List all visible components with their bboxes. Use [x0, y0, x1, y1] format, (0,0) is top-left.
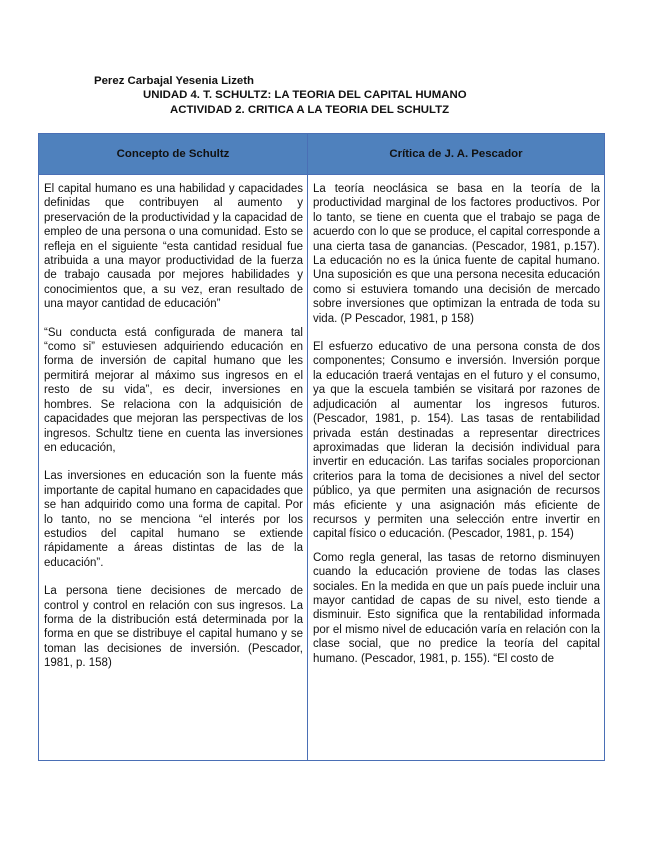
critique-paragraph: Como regla general, las tasas de retorno disminuyen cuando la educación proviene de todas las clases sociales. En la medida en que un país puede incluir una mayor cantidad de capas de su nivel, esto tiende a disminuir. Esto significa que la rentabilidad informada por el mismo nivel de educación varía en relación con la clase social, que no predice la teoría del capital humano. (Pescador, 1981, p. 155). “El costo de — [313, 551, 600, 665]
column-header-schultz: Concepto de Schultz — [39, 134, 308, 175]
table-row — [39, 175, 605, 761]
column-header-pescador: Crítica de J. A. Pescador — [308, 134, 605, 175]
schultz-paragraph: Las inversiones en educación son la fuente más importante de capital humano en capacidades que se han adquirido como una forma de capital. Por lo tanto, no se menciona “el interés por los estudios del capital humano se extiende rápidamente a áreas distintas de las de la educación”. — [44, 470, 303, 569]
schultz-paragraph: “Su conducta está configurada de manera tal “como si” estuviesen adquiriendo educación en forma de inversión de capital humano que les permitirá mejorar al máximo sus ingresos en el resto de su vida”, es decir, inversiones en hombres. Se relaciona con la adquisición de capacidades que mejoran las perspectivas de los ingresos. Schultz tiene en cuenta las inversiones en educación, — [44, 326, 303, 454]
schultz-concept-cell — [39, 175, 308, 761]
pescador-critique-cell — [308, 175, 605, 761]
schultz-paragraph: La persona tiene decisiones de mercado de control y control en relación con sus ingresos. La forma de la distribución está determinada por la forma en que se distribuye el capital humano y se toman las decisiones de inversión. (Pescador, 1981, p. 158) — [44, 585, 303, 670]
comparison-table — [38, 133, 605, 761]
author-name: Perez Carbajal Yesenia Lizeth — [94, 75, 254, 87]
critique-paragraph: La teoría neoclásica se basa en la teoría de la productividad marginal de los factores productivos. Por lo tanto, se tiene en cuenta que el trabajo se paga de acuerdo con lo que se produce, el capital corresponde a una cierta tasa de ganancias. (Pescador, 1981, p.157). La educación no es la única fuente de capital humano. Una suposición es que una persona necesita educación como si estuviera tomando una decisión de mercado sobre inversiones que optimizan la entrada de toda su vida. (P Pescador, 1981, p 158) — [313, 183, 600, 325]
critique-paragraph: El esfuerzo educativo de una persona consta de dos componentes; Consumo e inversión. Inversión porque la educación traerá ventajas en el futuro y el consumo, ya que la escuela también se visitará por razones de adjudicación al aumentar los ingresos futuros. (Pescador, 1981, p. 154). Las tasas de rentabilidad privada están destinadas a representar directrices aproximadas que lideran la decisión individual para invertir en educación. Las tarifas sociales proporcionan criterios para la toma de decisiones a nivel del sector público, ya que permiten una asignación de recursos más eficiente y una asignación más eficiente de recursos y permiten una selección entre invertir en capital físico o educación. (Pescador, 1981, p. 154) — [313, 341, 600, 541]
activity-title: ACTIVIDAD 2. CRITICA A LA TEORIA DEL SCHULTZ — [170, 104, 450, 116]
table-header-row — [39, 134, 605, 175]
schultz-paragraph: El capital humano es una habilidad y capacidades definidas que contribuyen al aumento y preservación de la productividad y la capacidad de empleo de una persona o una comunidad. Esto se refleja en el siguiente “esta cantidad residual fue atribuida a una mayor productividad de la fuerza de trabajo causada por mejores habilidades y conocimientos que, a su vez, eran resultado de una mayor cantidad de educación” — [44, 183, 303, 311]
unit-title: UNIDAD 4. T. SCHULTZ: LA TEORIA DEL CAPITAL HUMANO — [143, 89, 467, 101]
